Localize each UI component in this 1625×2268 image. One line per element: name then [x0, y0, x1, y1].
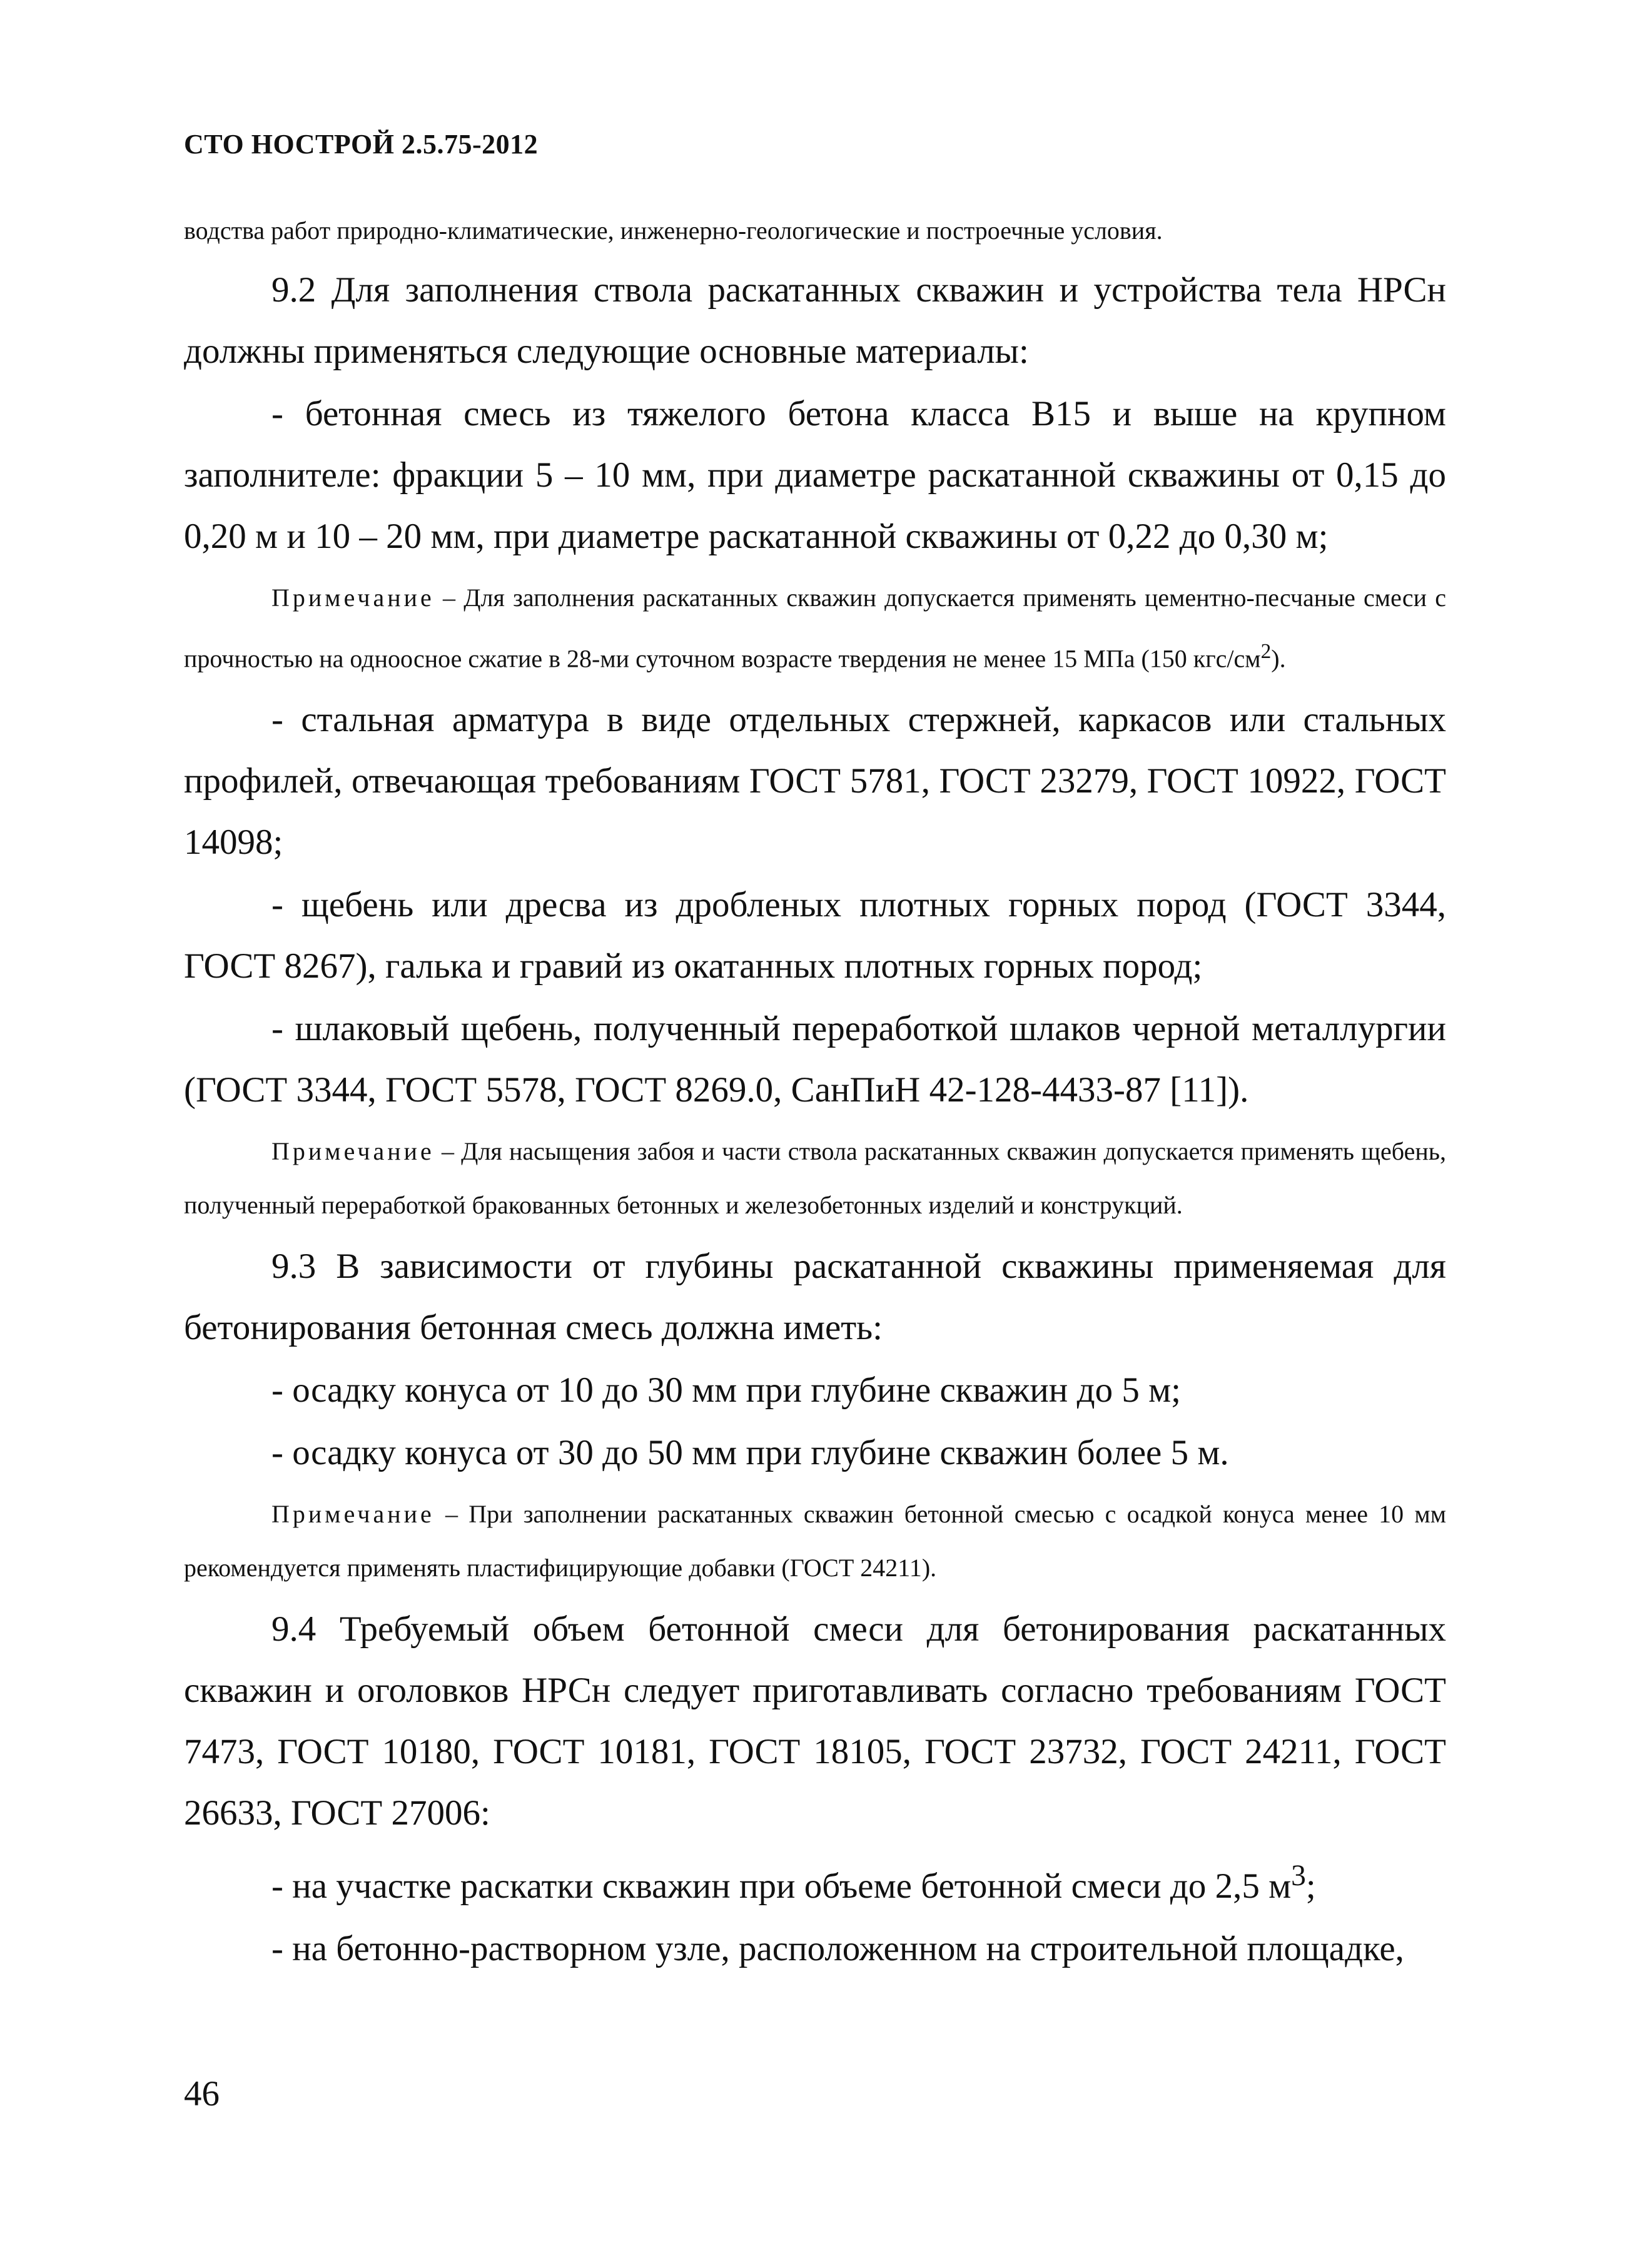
note-2	[184, 1125, 1446, 1232]
list-item-steel-reinforcement: - стальная арматура в виде отдельных стержней, каркасов или стальных профилей, отвечающая требованиям ГОСТ 5781, ГОСТ 23279, ГОСТ 10922, ГОСТ 14098;	[184, 700, 1446, 863]
document-header: СТО НОСТРОЙ 2.5.75-2012	[184, 129, 539, 159]
list-item-slag-crushed-stone: - шлаковый щебень, полученный переработкой шлаков черной металлургии (ГОСТ 3344, ГОСТ 5578, ГОСТ 8269.0, СанПиН 42-128-4433-87 [11]).	[184, 1009, 1446, 1110]
note-label: Примечание	[271, 1137, 435, 1166]
note-1	[184, 571, 1446, 686]
list-item-site-rolling	[184, 1845, 1446, 1917]
note-text: – Для заполнения раскатанных скважин допускается применять цементно-песчаные смеси с прочностью на одноосное сжатие в 28-ми суточном возрасте твердения не менее 15 МПа (150 кгс/см	[184, 584, 1446, 673]
page-body	[184, 203, 1446, 1980]
paragraph-9-2: 9.2 Для заполнения ствола раскатанных скважин и устройства тела НРСн должны применяться следующие основные материалы:	[184, 270, 1446, 371]
note-label: Примечание	[271, 1500, 435, 1529]
note-text: – При заполнении раскатанных скважин бетонной смесью с осадкой конуса менее 10 мм рекомендуется применять пластифицирующие добавки (ГОСТ 24211).	[184, 1500, 1446, 1582]
list-item-text: - на участке раскатки скважин при объеме бетонной смеси до 2,5 м	[271, 1866, 1292, 1906]
list-item-concrete-mix: - бетонная смесь из тяжелого бетона класса В15 и выше на крупном заполнителе: фракции 5 – 10 мм, при диаметре раскатанной скважины от 0,15 до 0,20 м и 10 – 20 мм, при диаметре раскатанной скважины от 0,22 до 0,30 м;	[184, 394, 1446, 556]
list-item-text-end: ;	[1305, 1866, 1316, 1906]
list-item-slump-deep: - осадку конуса от 30 до 50 мм при глубине скважин более 5 м.	[271, 1433, 1229, 1473]
paragraph-9-4: 9.4 Требуемый объем бетонной смеси для бетонирования раскатанных скважин и оголовков НРСн следует приготавливать согласно требованиям ГОСТ 7473, ГОСТ 10180, ГОСТ 10181, ГОСТ 18105, ГОСТ 23732, ГОСТ 24211, ГОСТ 26633, ГОСТ 27006:	[184, 1609, 1446, 1833]
list-item-crushed-stone: - щебень или дресва из дробленых плотных горных пород (ГОСТ 3344, ГОСТ 8267), галька и гравий из окатанных плотных горных пород;	[184, 885, 1446, 986]
note-3	[184, 1487, 1446, 1595]
note-text: – Для насыщения забоя и части ствола раскатанных скважин допускается применять щебень, полученный переработкой бракованных бетонных и железобетонных изделий и конструкций.	[184, 1137, 1446, 1220]
superscript: 2	[1260, 640, 1272, 663]
paragraph-9-3: 9.3 В зависимости от глубины раскатанной скважины применяемая для бетонирования бетонная смесь должна иметь:	[184, 1247, 1446, 1348]
note-text-end: ).	[1271, 644, 1286, 673]
list-item-concrete-plant: - на бетонно-растворном узле, расположенном на строительной площадке,	[271, 1929, 1404, 1969]
superscript: 3	[1291, 1860, 1306, 1893]
paragraph-continuation: водства работ природно-климатические, инженерно-геологические и построечные условия.	[184, 216, 1163, 245]
note-label: Примечание	[271, 584, 435, 612]
page-number: 46	[184, 2074, 220, 2114]
list-item-slump-shallow: - осадку конуса от 10 до 30 мм при глубине скважин до 5 м;	[271, 1370, 1181, 1410]
